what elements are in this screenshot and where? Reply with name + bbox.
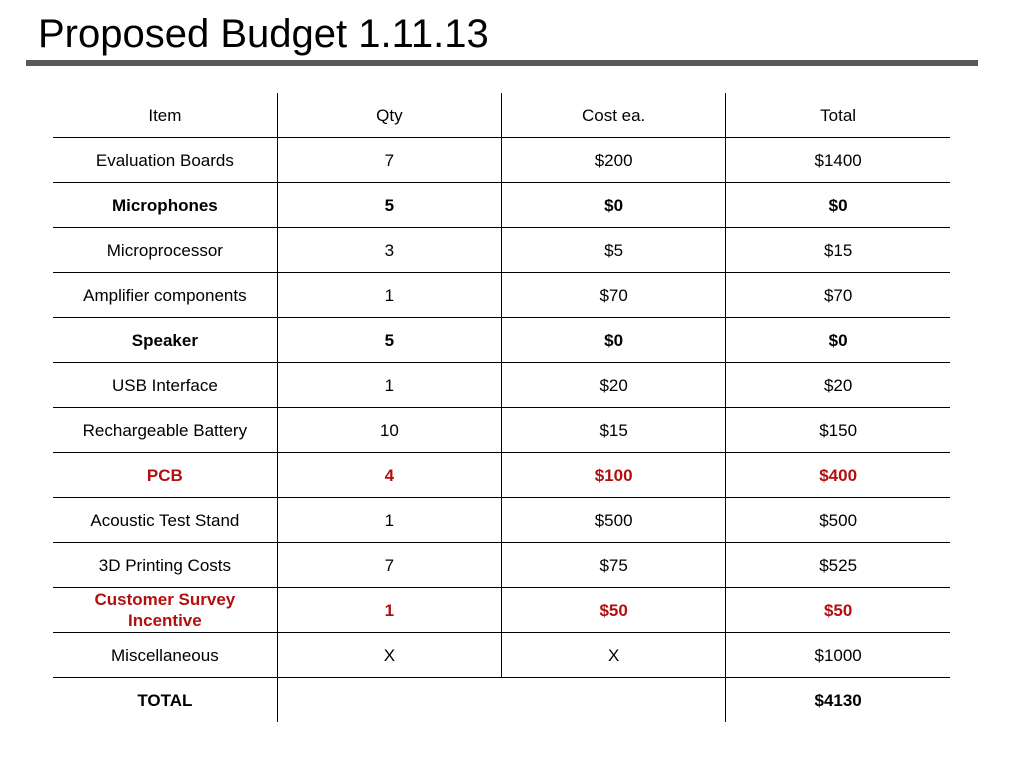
cell-item: Microphones: [53, 183, 277, 228]
cell-total: $400: [726, 453, 950, 498]
budget-table: [53, 93, 950, 722]
cell-item: Customer Survey Incentive: [53, 588, 277, 633]
cell-cost: $75: [502, 543, 726, 588]
table-row: [53, 273, 950, 318]
cell-total: $1400: [726, 138, 950, 183]
cell-qty: 1: [277, 273, 501, 318]
cell-item: PCB: [53, 453, 277, 498]
table-row: [53, 363, 950, 408]
cell-cost: $5: [502, 228, 726, 273]
cell-cost: $15: [502, 408, 726, 453]
cell-total: $0: [726, 318, 950, 363]
table-row: [53, 138, 950, 183]
cell-total: $500: [726, 498, 950, 543]
cell-total: $0: [726, 183, 950, 228]
table-row: [53, 633, 950, 678]
header-cost-each: Cost ea.: [502, 93, 726, 138]
cell-cost: $200: [502, 138, 726, 183]
cell-cost: $20: [502, 363, 726, 408]
empty-cell: [502, 678, 726, 723]
cell-total: $525: [726, 543, 950, 588]
cell-qty: X: [277, 633, 501, 678]
cell-qty: 1: [277, 498, 501, 543]
table-header-row: [53, 93, 950, 138]
table-total-row: [53, 678, 950, 723]
table-row: [53, 498, 950, 543]
empty-cell: [277, 678, 501, 723]
cell-item: Speaker: [53, 318, 277, 363]
cell-total: $150: [726, 408, 950, 453]
cell-cost: $100: [502, 453, 726, 498]
cell-item: Acoustic Test Stand: [53, 498, 277, 543]
cell-cost: $500: [502, 498, 726, 543]
cell-item: Amplifier components: [53, 273, 277, 318]
title-rule: [26, 60, 978, 66]
total-value: $4130: [726, 678, 950, 723]
cell-total: $20: [726, 363, 950, 408]
header-total: Total: [726, 93, 950, 138]
total-label: TOTAL: [137, 690, 193, 710]
cell-qty: 10: [277, 408, 501, 453]
table-row: [53, 408, 950, 453]
cell-qty: 1: [277, 588, 501, 633]
cell-total: $50: [726, 588, 950, 633]
cell-item: Miscellaneous: [53, 633, 277, 678]
cell-item: 3D Printing Costs: [53, 543, 277, 588]
cell-cost: $0: [502, 318, 726, 363]
table-row-highlighted: [53, 453, 950, 498]
cell-cost: $70: [502, 273, 726, 318]
table-row: [53, 228, 950, 273]
cell-qty: 7: [277, 543, 501, 588]
cell-qty: 4: [277, 453, 501, 498]
cell-cost: $50: [502, 588, 726, 633]
table-row: [53, 183, 950, 228]
cell-total: $1000: [726, 633, 950, 678]
cell-item: Microprocessor: [53, 228, 277, 273]
cell-qty: 3: [277, 228, 501, 273]
cell-total: $70: [726, 273, 950, 318]
table-row: [53, 318, 950, 363]
header-item: Item: [53, 93, 277, 138]
cell-qty: 1: [277, 363, 501, 408]
cell-item: Rechargeable Battery: [53, 408, 277, 453]
cell-cost: X: [502, 633, 726, 678]
table-row: [53, 543, 950, 588]
table-row-highlighted: [53, 588, 950, 633]
cell-total: $15: [726, 228, 950, 273]
header-qty: Qty: [277, 93, 501, 138]
cell-qty: 5: [277, 183, 501, 228]
cell-item: USB Interface: [53, 363, 277, 408]
cell-cost: $0: [502, 183, 726, 228]
cell-item: Evaluation Boards: [53, 138, 277, 183]
cell-qty: 7: [277, 138, 501, 183]
slide-title: Proposed Budget 1.11.13: [38, 12, 489, 56]
cell-qty: 5: [277, 318, 501, 363]
